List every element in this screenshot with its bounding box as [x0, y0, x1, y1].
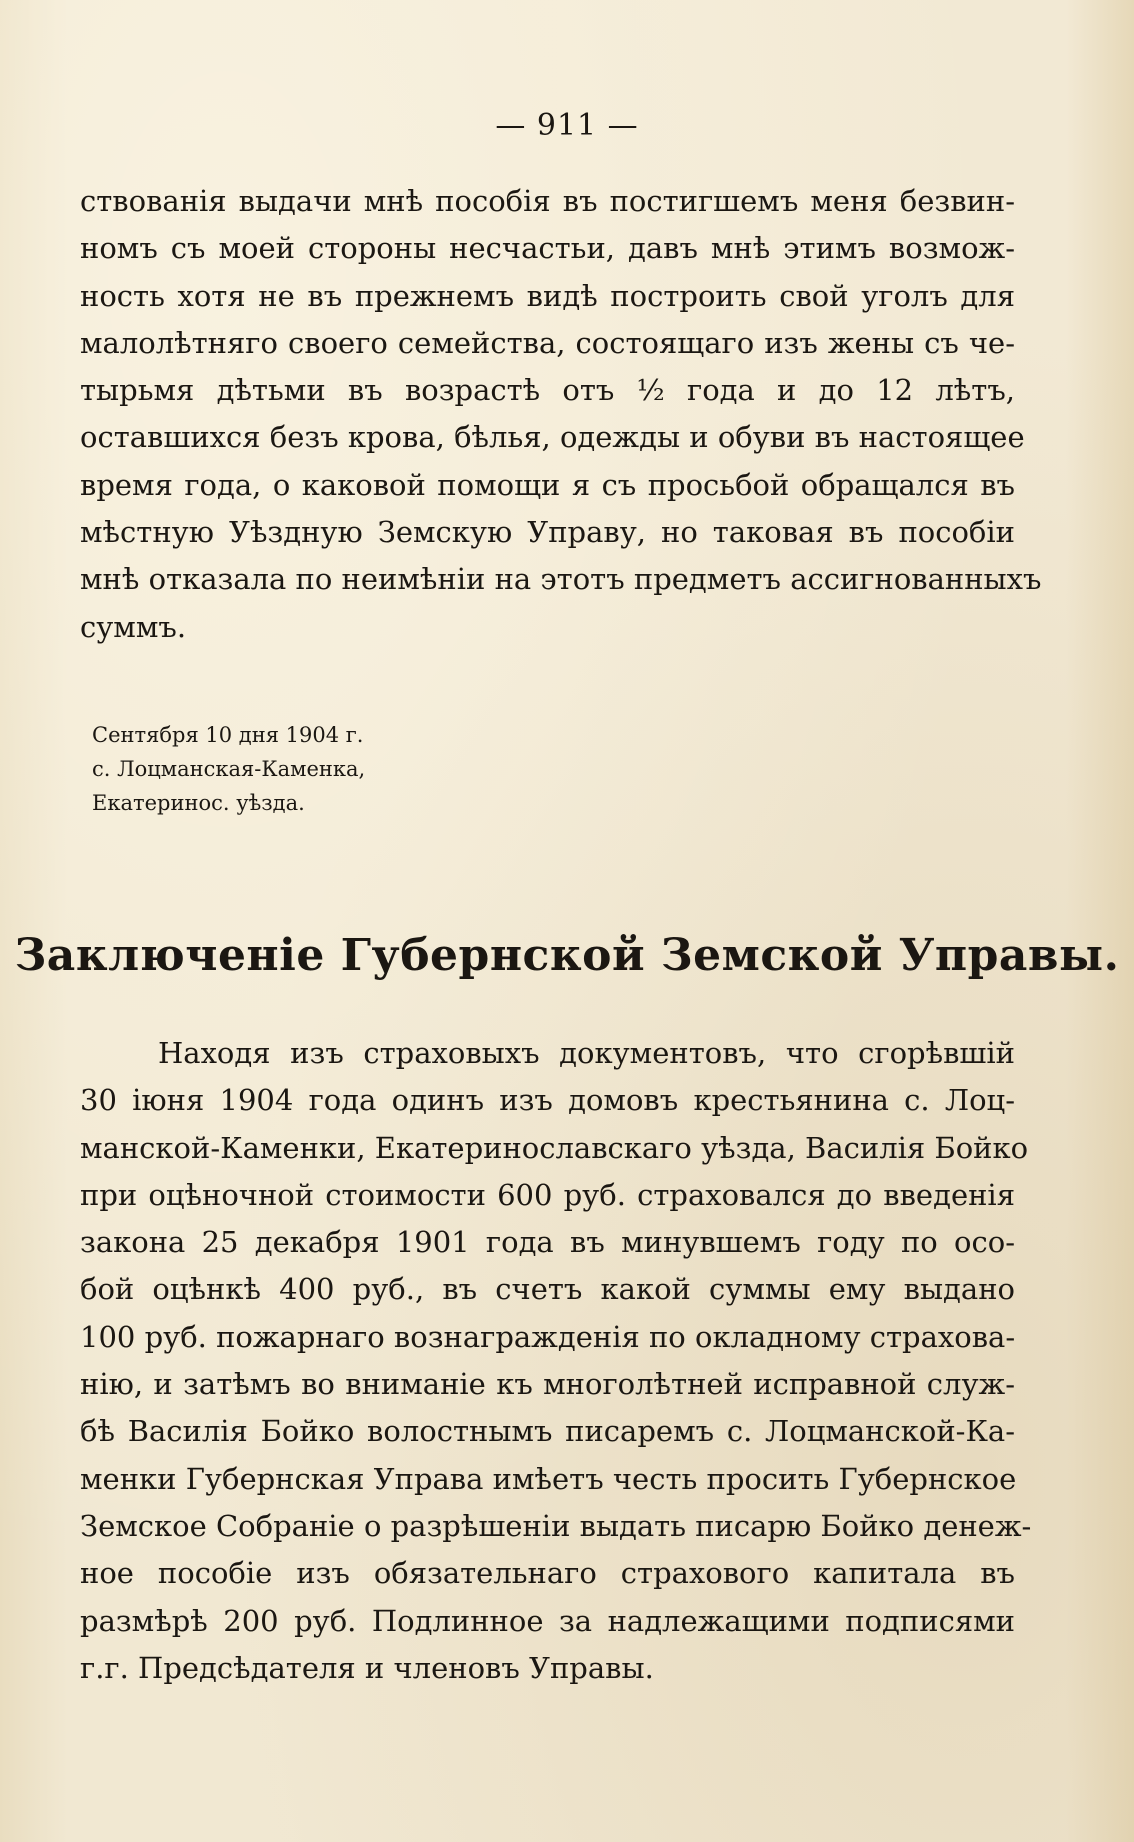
text-line: мѣстную Уѣздную Земскую Управу, но таковая въ пособіи	[80, 515, 1015, 550]
text-line: ствованія выдачи мнѣ пособія въ постигшемъ меня безвин-	[80, 184, 1015, 218]
conclusion-paragraph	[80, 1030, 1032, 1692]
section-heading: Заключеніе Губернской Земской Управы.	[14, 930, 1120, 981]
text-line: ное пособіе изъ обязательнаго страхового капитала въ	[80, 1556, 1015, 1591]
text-line: манской-Каменки, Екатеринославскаго уѣзда, Василія Бойко	[80, 1130, 1029, 1165]
signature-date: Сентября 10 дня 1904 г.	[92, 723, 364, 747]
text-line: при оцѣночной стоимости 600 руб. страховался до введенія	[80, 1177, 1015, 1212]
text-line: нію, и затѣмъ во вниманіе къ многолѣтней исправной служ-	[80, 1367, 1015, 1402]
text-line: 30 іюня 1904 года одинъ изъ домовъ крестьянина с. Лоц-	[80, 1083, 1015, 1118]
text-line: менки Губернская Управа имѣетъ честь просить Губернское	[80, 1461, 1017, 1496]
text-line: закона 25 декабря 1901 года въ минувшемъ году по осо-	[80, 1225, 1015, 1260]
text-line: номъ съ моей стороны несчастьи, давъ мнѣ этимъ возмож-	[80, 231, 1015, 266]
text-line: г.г. Предсѣдателя и членовъ Управы.	[80, 1650, 654, 1685]
signature-district: Екатеринос. уѣзда.	[92, 791, 305, 815]
text-line: Земское Собраніе о разрѣшеніи выдать писарю Бойко денеж-	[80, 1508, 1032, 1543]
text-line: бой оцѣнкѣ 400 руб., въ счетъ какой суммы ему выдано	[80, 1272, 1015, 1307]
text-line: тырьмя дѣтьми въ возрастѣ отъ ½ года и до 12 лѣтъ,	[80, 373, 1015, 408]
text-line: суммъ.	[80, 609, 187, 644]
text-line: ность хотя не въ прежнемъ видѣ построить свой уголъ для	[80, 278, 1015, 313]
text-line: малолѣтняго своего семейства, состоящаго изъ жены съ че-	[80, 325, 1015, 360]
petition-paragraph	[80, 178, 1042, 651]
text-line: Находя изъ страховыхъ документовъ, что сгорѣвшій	[158, 1036, 1015, 1070]
text-line: мнѣ отказала по неимѣніи на этотъ предметъ ассигнованныхъ	[80, 562, 1042, 597]
text-line: время года, о каковой помощи я съ просьбой обращался въ	[80, 467, 1015, 502]
page-number: — 911 —	[495, 108, 639, 143]
text-line: размѣрѣ 200 руб. Подлинное за надлежащими подписями	[80, 1603, 1015, 1638]
text-line: оставшихся безъ крова, бѣлья, одежды и обуви въ настоящее	[80, 420, 1025, 455]
signature-village: с. Лоцманская-Каменка,	[92, 757, 366, 781]
text-line: бѣ Василія Бойко волостнымъ писаремъ с. Лоцманской-Ка-	[80, 1414, 1015, 1449]
text-line: 100 руб. пожарнаго вознагражденія по окладному страхова-	[80, 1319, 1016, 1354]
signature-block	[92, 718, 365, 820]
